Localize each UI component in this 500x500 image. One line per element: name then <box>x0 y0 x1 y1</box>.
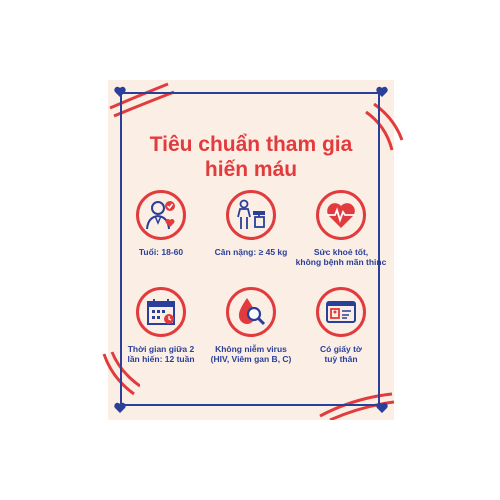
criteria-age-label: Tuổi: 18-60 <box>138 247 184 257</box>
scale-icon <box>226 190 276 240</box>
criteria-interval <box>113 287 209 364</box>
criteria-virus <box>203 287 299 364</box>
criteria-virus-label: Không niễm virus (HIV, Viêm gan B, C) <box>210 344 292 364</box>
criteria-health-label: Sức khoẻ tốt, không bệnh mãn thinc <box>295 247 387 267</box>
criteria-health <box>293 190 389 267</box>
criteria-weight <box>203 190 299 257</box>
id-card-icon <box>316 287 366 337</box>
heart-icon <box>375 85 389 99</box>
heart-icon <box>113 85 127 99</box>
poster <box>108 80 394 420</box>
blood-test-icon <box>226 287 276 337</box>
criteria-id <box>293 287 389 364</box>
heart-icon <box>113 401 127 415</box>
calendar-icon <box>136 287 186 337</box>
title-line-2: hiến máu <box>204 158 298 181</box>
criteria-weight-label: Cân nặng: ≥ 45 kg <box>214 247 288 257</box>
heart-icon <box>375 401 389 415</box>
criteria-id-label: Có giấy tờ tuỳ thân <box>320 344 362 364</box>
page-title <box>108 132 394 182</box>
doctor-icon <box>136 190 186 240</box>
criteria-age <box>113 190 209 257</box>
title-line-1: Tiêu chuẩn tham gia <box>149 133 353 156</box>
criteria-interval-label: Thời gian giữa 2 lần hiến: 12 tuần <box>127 344 195 364</box>
heartbeat-icon <box>316 190 366 240</box>
